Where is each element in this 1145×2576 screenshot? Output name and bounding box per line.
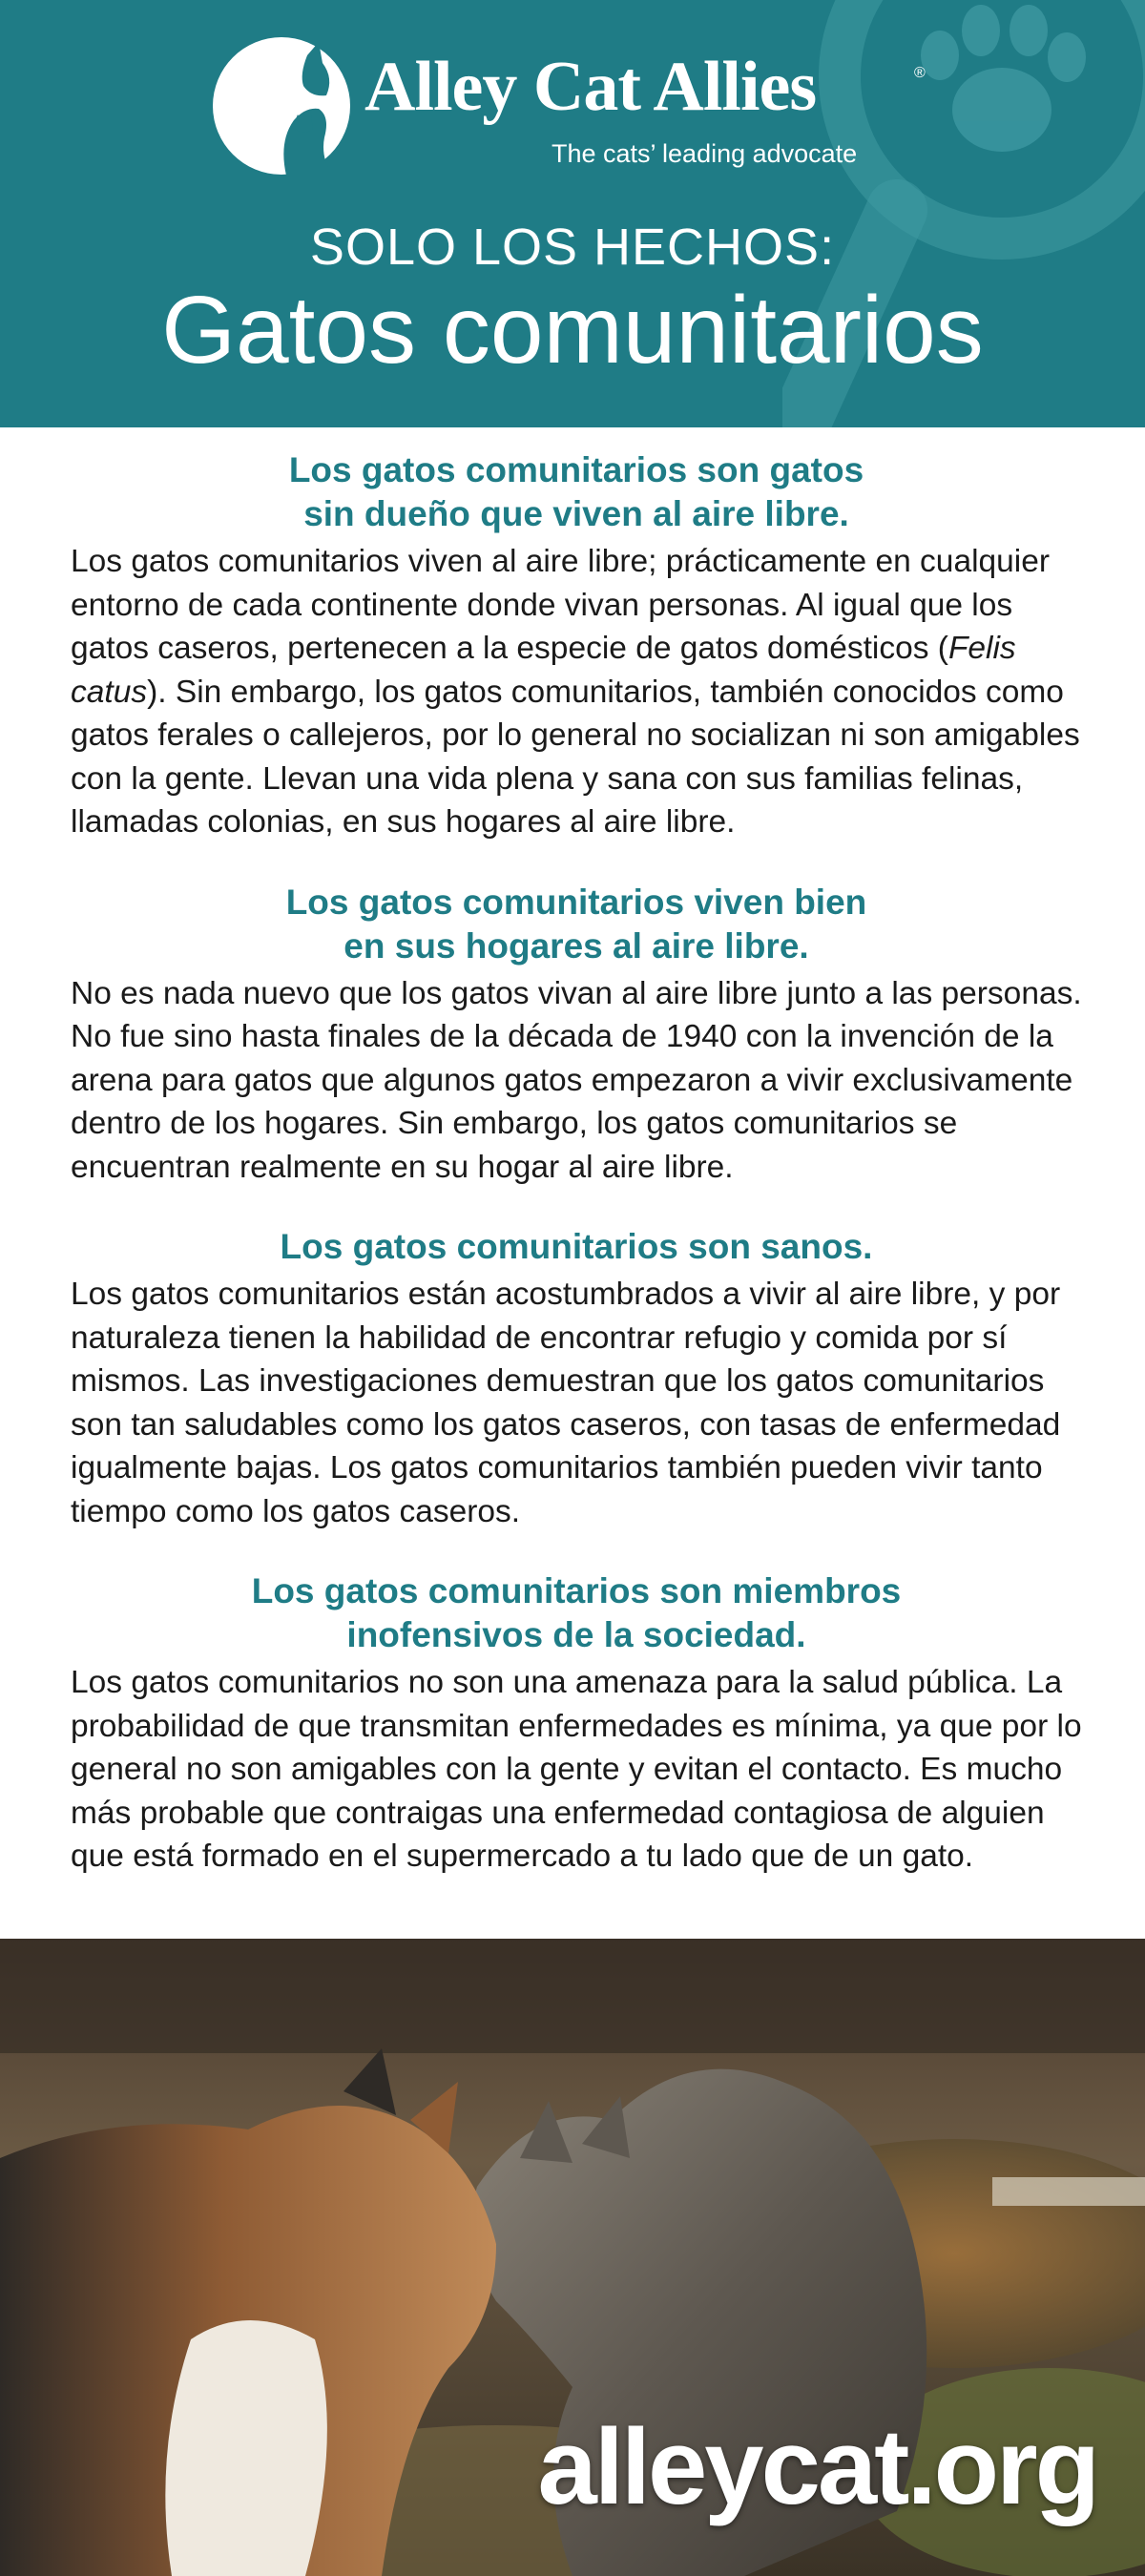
fact-section-outdoor-homes	[71, 881, 1082, 1190]
section-heading-line: inofensivos de la sociedad.	[346, 1615, 806, 1654]
registered-mark: ®	[914, 65, 926, 81]
brand-logo	[212, 36, 937, 179]
brand-tagline: The cats’ leading advocate	[552, 139, 858, 168]
paw-print-icon	[921, 5, 1086, 152]
section-heading-line: Los gatos comunitarios viven bien	[285, 882, 867, 922]
section-heading-line: en sus hogares al aire libre.	[344, 925, 809, 966]
section-body: Los gatos comunitarios están acostumbrados a vivir al aire libre, y por naturaleza tienen la habilidad de encontrar refugio y comida por sí mismos. Las investigaciones demuestran que los gatos comunitarios son tan saludables como los gatos caseros, con tasas de enfermedad igualmente bajas. Los gatos comunitarios también pueden vivir tanto tiempo como los gatos caseros.	[71, 1277, 1061, 1529]
header-kicker: SOLO LOS HECHOS:	[309, 218, 836, 276]
section-body	[71, 540, 1082, 844]
section-heading	[71, 1225, 1082, 1269]
header-banner	[0, 0, 1145, 427]
fact-sections	[71, 448, 1082, 1915]
section-heading	[71, 448, 1082, 536]
fact-section-harmless	[71, 1569, 1082, 1879]
website-url: alleycat.org	[537, 2407, 1097, 2526]
fact-section-healthy	[71, 1225, 1082, 1533]
section-heading	[71, 881, 1082, 968]
cat-silhouette-logo-icon	[212, 36, 351, 176]
section-body-text: Los gatos comunitarios viven al aire libre; prácticamente en cualquier entorno de cada continente donde vivan personas. Al igual que los gatos caseros, pertenecen a la especie de gatos domésticos (	[71, 544, 1051, 666]
section-heading-line: Los gatos comunitarios son gatos	[288, 450, 864, 489]
section-heading	[71, 1569, 1082, 1657]
brand-name: Alley Cat Allies	[364, 48, 817, 126]
section-body: Los gatos comunitarios no son una amenaza para la salud pública. La probabilidad de que transmitan enfermedades es mínima, ya que por lo general no son amigables con la gente y evitan el contacto. Es mucho más probable que contraigas una enfermedad contagiosa de alguien que está formado en el supermercado a tu lado que de un gato.	[71, 1665, 1082, 1874]
species-name: Felis catus	[71, 631, 1016, 710]
section-body: No es nada nuevo que los gatos vivan al aire libre junto a las personas. No fue sino hasta finales de la década de 1940 con la invención de la arena para gatos que algunos gatos empezaron a vivir exclusivamente dentro de los hogares. Sin embargo, los gatos comunitarios se encuentran realmente en su hogar al aire libre.	[71, 975, 1082, 1185]
section-body-text: ). Sin embargo, los gatos comunitarios, también conocidos como gatos ferales o callejeros, por lo general no socializan ni son amigables con la gente. Llevan una vida plena y sana con sus familias felinas, llamadas colonias, en sus hogares al aire libre.	[71, 674, 1080, 840]
section-heading-line: Los gatos comunitarios son miembros	[251, 1571, 902, 1610]
page-title: Gatos comunitarios	[161, 277, 984, 384]
fact-section-ownerless	[71, 448, 1082, 844]
section-heading-line: sin dueño que viven al aire libre.	[303, 494, 849, 533]
section-heading-line: Los gatos comunitarios son sanos.	[280, 1227, 873, 1266]
